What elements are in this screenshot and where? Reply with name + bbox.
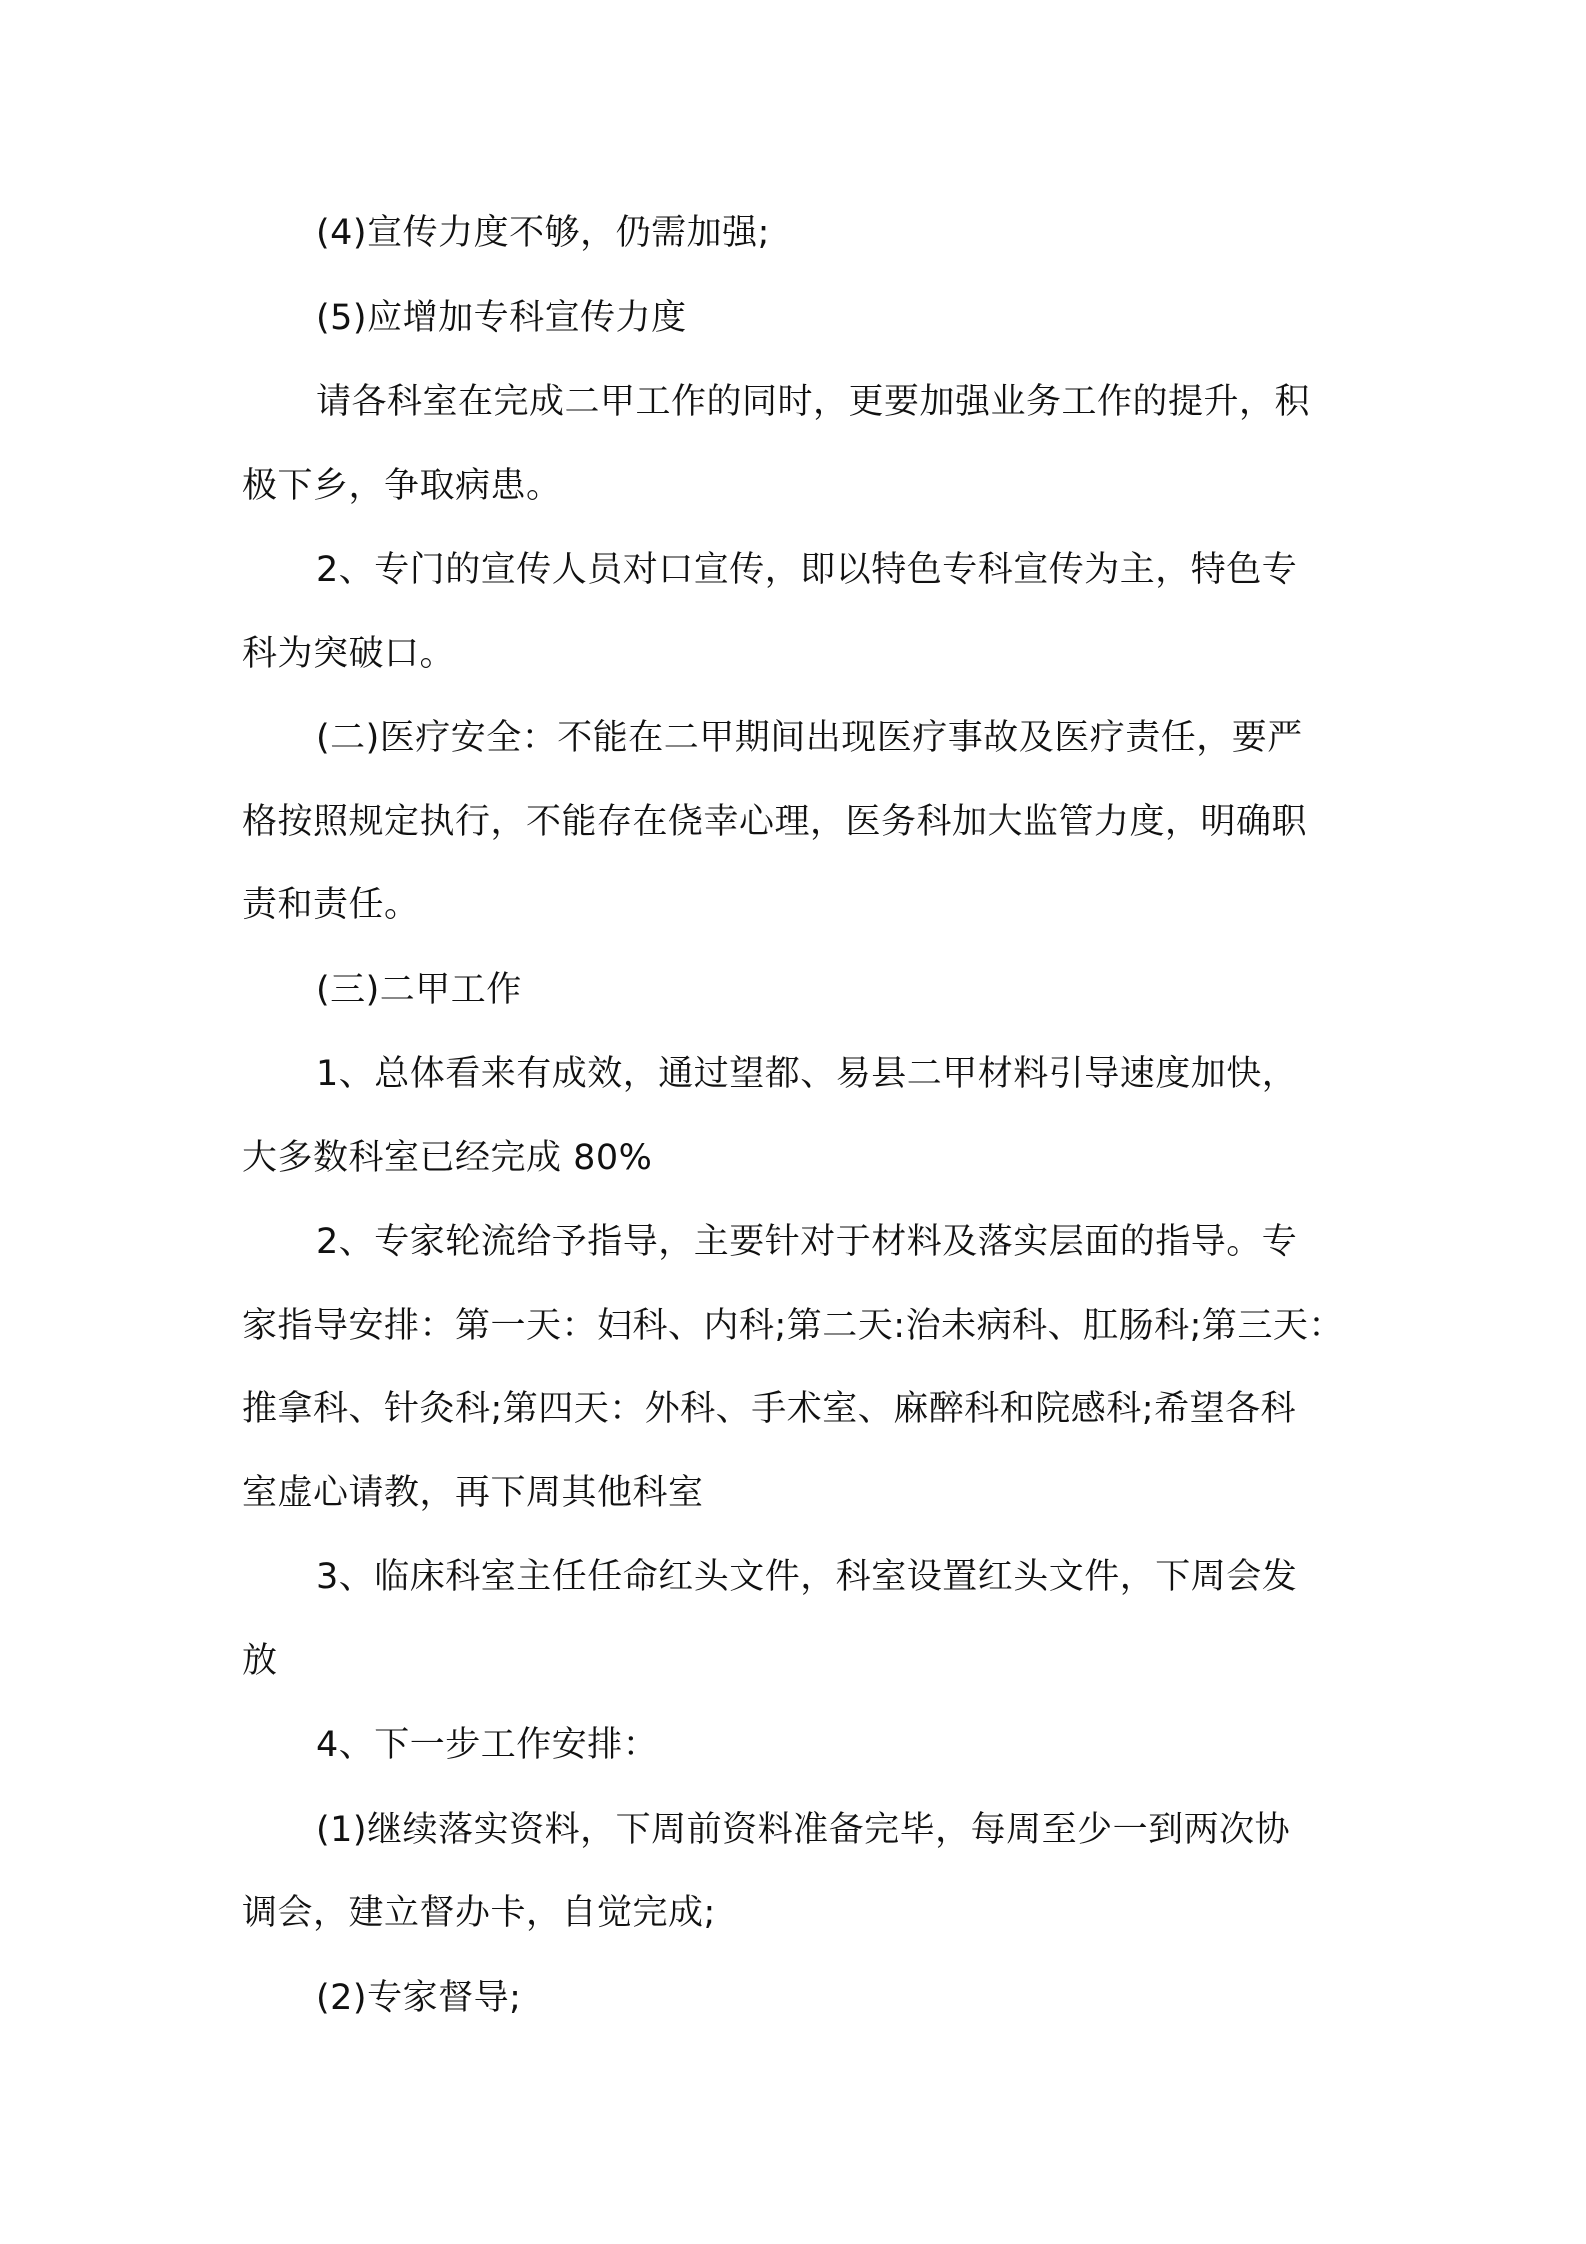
text-line: 家指导安排：第一天：妇科、内科;第二天:治未病科、肛肠科;第三天： bbox=[242, 1305, 1344, 1346]
text-line: 室虚心请教，再下周其他科室 bbox=[242, 1472, 704, 1513]
text-line: (2)专家督导; bbox=[316, 1977, 522, 2018]
text-line: 放 bbox=[242, 1640, 278, 1681]
paragraph-next-steps-heading bbox=[242, 1704, 1354, 1788]
paragraph-next-step-2 bbox=[242, 1957, 1354, 2041]
paragraph-dedicated-publicity bbox=[242, 529, 1354, 696]
text-line: 大多数科室已经完成 80% bbox=[242, 1137, 653, 1178]
paragraph-publicity-item-5 bbox=[242, 277, 1354, 361]
paragraph-overall-results bbox=[242, 1033, 1354, 1200]
document-page bbox=[242, 192, 1354, 2041]
text-line: 4、下一步工作安排： bbox=[316, 1725, 659, 1765]
text-line: (5)应增加专科宣传力度 bbox=[316, 297, 687, 338]
text-line: 1、总体看来有成效，通过望都、易县二甲材料引导速度加快， bbox=[316, 1054, 1298, 1094]
text-line: 2、专家轮流给予指导，主要针对于材料及落实层面的指导。专 bbox=[316, 1222, 1298, 1262]
text-line: (4)宣传力度不够，仍需加强; bbox=[316, 213, 770, 253]
paragraph-red-header-documents bbox=[242, 1536, 1354, 1703]
paragraph-expert-guidance bbox=[242, 1201, 1354, 1535]
text-line: (三)二甲工作 bbox=[316, 969, 522, 1010]
paragraph-medical-safety bbox=[242, 697, 1354, 948]
text-line: 推拿科、针灸科;第四天：外科、手术室、麻醉科和院感科;希望各科 bbox=[242, 1389, 1297, 1429]
text-line: 请各科室在完成二甲工作的同时，更要加强业务工作的提升，积 bbox=[316, 382, 1311, 422]
text-line: 极下乡，争取病患。 bbox=[242, 465, 562, 506]
text-line: (1)继续落实资料，下周前资料准备完毕，每周至少一到两次协 bbox=[316, 1809, 1291, 1850]
text-line: 2、专门的宣传人员对口宣传，即以特色专科宣传为主，特色专 bbox=[316, 550, 1298, 590]
paragraph-publicity-item-4 bbox=[242, 192, 1354, 276]
paragraph-next-step-1 bbox=[242, 1789, 1354, 1956]
paragraph-department-request bbox=[242, 361, 1354, 528]
text-line: 格按照规定执行，不能存在侥幸心理，医务科加大监管力度，明确职 bbox=[242, 801, 1308, 842]
text-line: 科为突破口。 bbox=[242, 633, 456, 674]
text-line: 3、临床科室主任任命红头文件，科室设置红头文件，下周会发 bbox=[316, 1557, 1298, 1597]
text-line: 责和责任。 bbox=[242, 885, 420, 925]
text-line: 调会，建立督办卡，自觉完成; bbox=[242, 1893, 716, 1933]
text-line: (二)医疗安全：不能在二甲期间出现医疗事故及医疗责任，要严 bbox=[316, 718, 1303, 758]
section-heading-level-2-work bbox=[242, 949, 1354, 1033]
